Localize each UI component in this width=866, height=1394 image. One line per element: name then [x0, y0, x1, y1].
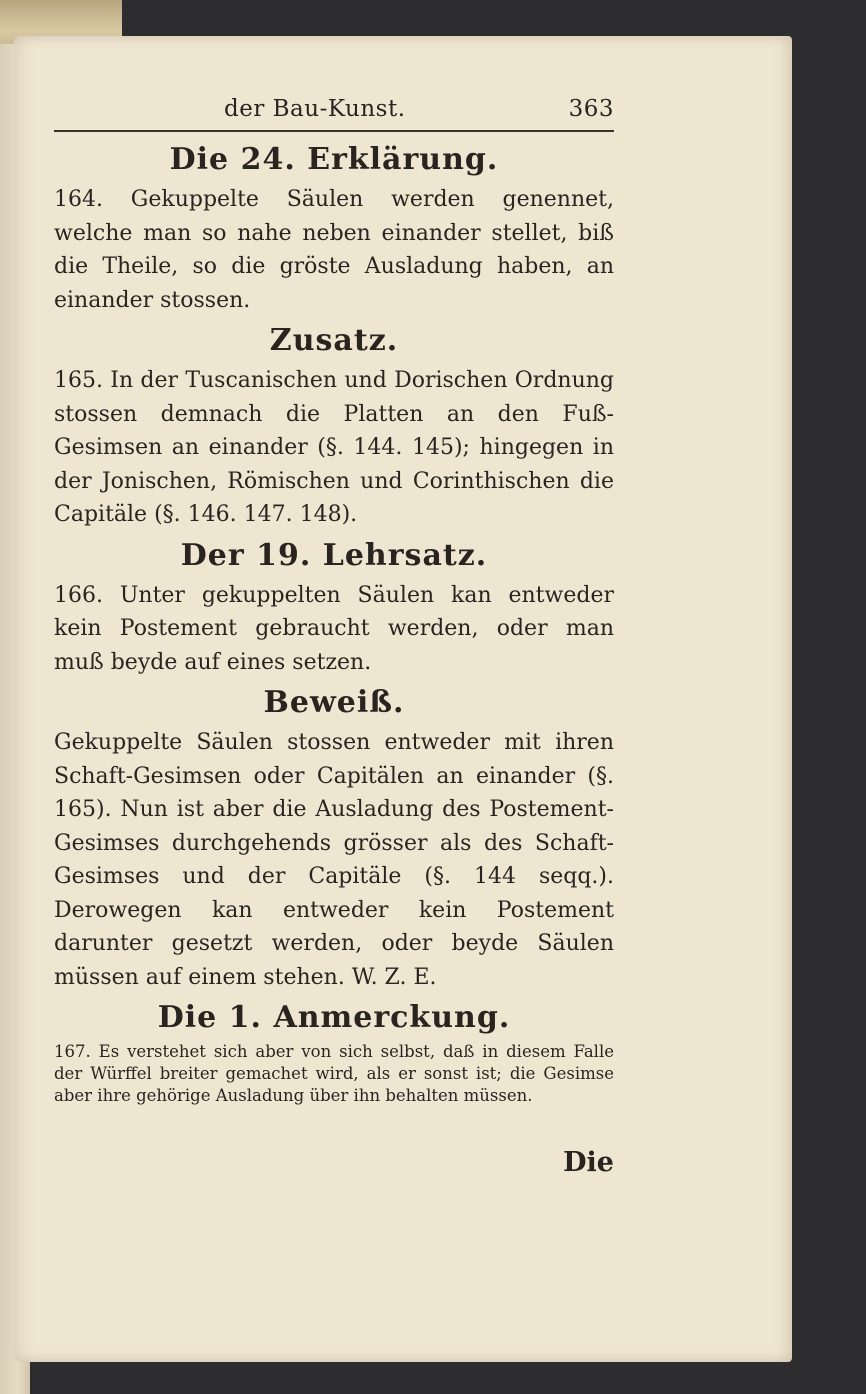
running-head [54, 96, 614, 126]
page-number: 363 [568, 96, 614, 122]
book-page [14, 36, 792, 1362]
section-heading-zusatz: Zusatz. [269, 323, 399, 358]
section-heading-lehrsatz: Der 19. Lehrsatz. [180, 537, 488, 573]
paragraph-164: 164. Gekuppelte Säulen werden genennet, welche man so nahe neben einander stellet, biß die Theile, so die gröste Ausladung haben, an einander stossen. [54, 187, 614, 313]
paragraph-167: 167. Es verstehet sich aber von sich selbst, daß in diesem Falle der Würffel breiter gemachet wird, als er sonst ist; die Gesimse aber ihre gehörige Ausladung über ihn behalten müssen. [54, 1042, 614, 1105]
catchword: Die [563, 1147, 614, 1178]
text-block [54, 96, 614, 1178]
paragraph-166: 166. Unter gekuppelten Säulen kan entweder kein Postement gebraucht werden, oder man muß beyde auf eines setzen. [54, 582, 614, 675]
section-heading-erklaerung: Die 24. Erklärung. [169, 142, 499, 177]
paragraph-beweiss: Gekuppelte Säulen stossen entweder mit ihren Schaft-Gesimsen oder Capitälen an einander (§. 165). Nun ist aber die Ausladung des Postement-Gesimses durchgehends grösser als des Schaft-Gesimses und der Capitäle (§. 144 seqq.). Derowegen kan entweder kein Postement darunter gesetzt werden, oder beyde Säulen müssen auf einem stehen. W. Z. E. [54, 730, 614, 990]
paragraph-165: 165. In der Tuscanischen und Dorischen Ordnung stossen demnach die Platten an den Fuß-Gesimsen an einander (§. 144. 145); hingegen in der Jonischen, Römischen und Corinthischen die Capitäle (§. 146. 147. 148). [54, 368, 614, 527]
section-heading-anmerckung: Die 1. Anmerckung. [157, 1000, 511, 1035]
header-rule [54, 130, 614, 132]
section-heading-beweiss: Beweiß. [263, 685, 405, 720]
running-title: der Bau-Kunst. [224, 96, 406, 122]
